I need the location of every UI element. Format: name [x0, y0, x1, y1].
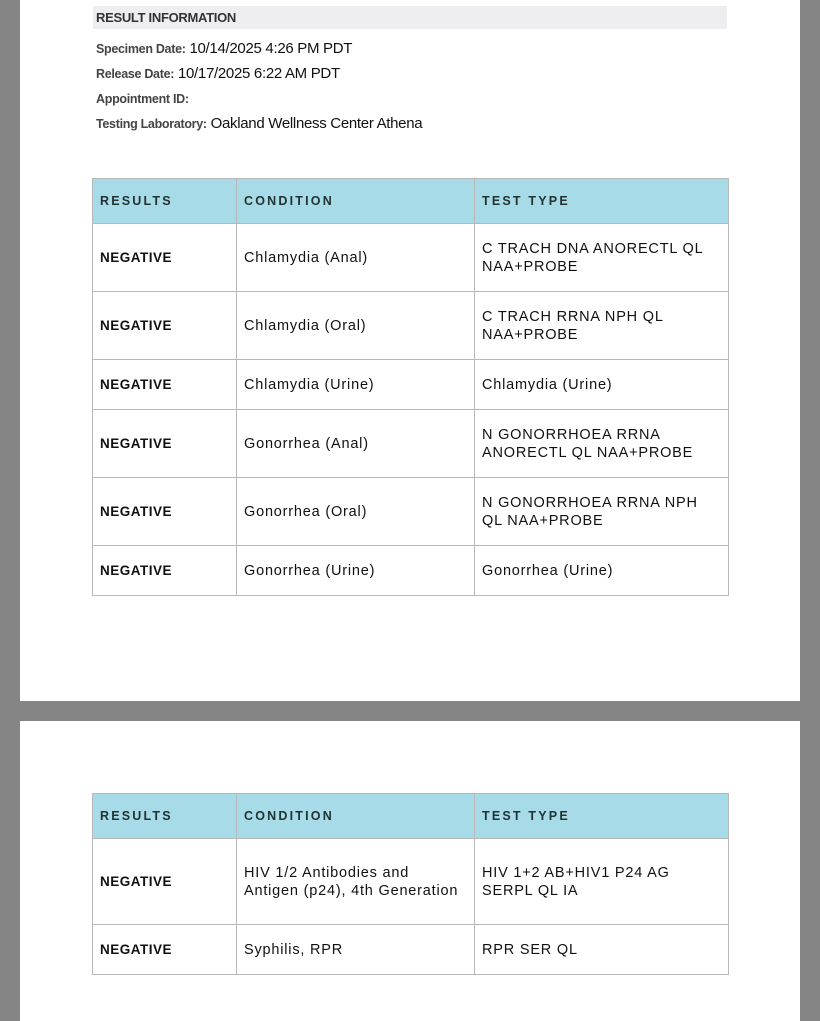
test-type-cell: N GONORRHOEA RRNA NPH QL NAA+PROBE: [475, 478, 729, 546]
results-table-2: [92, 793, 729, 975]
table-row: [93, 292, 729, 360]
header-test-type: TEST TYPE: [475, 794, 729, 839]
test-type-cell: N GONORRHOEA RRNA ANORECTL QL NAA+PROBE: [475, 410, 729, 478]
header-condition: CONDITION: [237, 794, 475, 839]
table-row: [93, 478, 729, 546]
test-type-cell: Chlamydia (Urine): [475, 360, 729, 410]
condition-cell: Gonorrhea (Oral): [237, 478, 475, 546]
release-date: Release Date: 10/17/2025 6:22 AM PDT: [96, 65, 340, 82]
page-1: [20, 0, 800, 701]
result-cell: NEGATIVE: [93, 839, 237, 925]
header-results: RESULTS: [93, 794, 237, 839]
test-type-cell: RPR SER QL: [475, 925, 729, 975]
table-row: [93, 224, 729, 292]
table-row: [93, 360, 729, 410]
condition-cell: Chlamydia (Urine): [237, 360, 475, 410]
header-results: RESULTS: [93, 179, 237, 224]
specimen-date: Specimen Date: 10/14/2025 4:26 PM PDT: [96, 40, 353, 57]
condition-cell: HIV 1/2 Antibodies and Antigen (p24), 4th Generation: [237, 839, 475, 925]
condition-cell: Chlamydia (Oral): [237, 292, 475, 360]
appointment-id: Appointment ID:: [96, 92, 189, 106]
condition-cell: Gonorrhea (Urine): [237, 546, 475, 596]
page-2: [20, 721, 800, 1021]
condition-cell: Gonorrhea (Anal): [237, 410, 475, 478]
test-type-cell: Gonorrhea (Urine): [475, 546, 729, 596]
test-type-cell: C TRACH RRNA NPH QL NAA+PROBE: [475, 292, 729, 360]
result-cell: NEGATIVE: [93, 224, 237, 292]
condition-cell: Syphilis, RPR: [237, 925, 475, 975]
result-cell: NEGATIVE: [93, 410, 237, 478]
results-table-1: [92, 178, 729, 596]
result-cell: NEGATIVE: [93, 925, 237, 975]
test-type-cell: HIV 1+2 AB+HIV1 P24 AG SERPL QL IA: [475, 839, 729, 925]
testing-laboratory: Testing Laboratory: Oakland Wellness Center Athena: [96, 115, 423, 132]
result-cell: NEGATIVE: [93, 292, 237, 360]
result-cell: NEGATIVE: [93, 360, 237, 410]
header-condition: CONDITION: [237, 179, 475, 224]
table-row: [93, 925, 729, 975]
table-row: [93, 839, 729, 925]
condition-cell: Chlamydia (Anal): [237, 224, 475, 292]
result-cell: NEGATIVE: [93, 478, 237, 546]
header-test-type: TEST TYPE: [475, 179, 729, 224]
result-information-heading: RESULT INFORMATION: [93, 6, 727, 29]
result-cell: NEGATIVE: [93, 546, 237, 596]
table-row: [93, 410, 729, 478]
table-row: [93, 546, 729, 596]
test-type-cell: C TRACH DNA ANORECTL QL NAA+PROBE: [475, 224, 729, 292]
